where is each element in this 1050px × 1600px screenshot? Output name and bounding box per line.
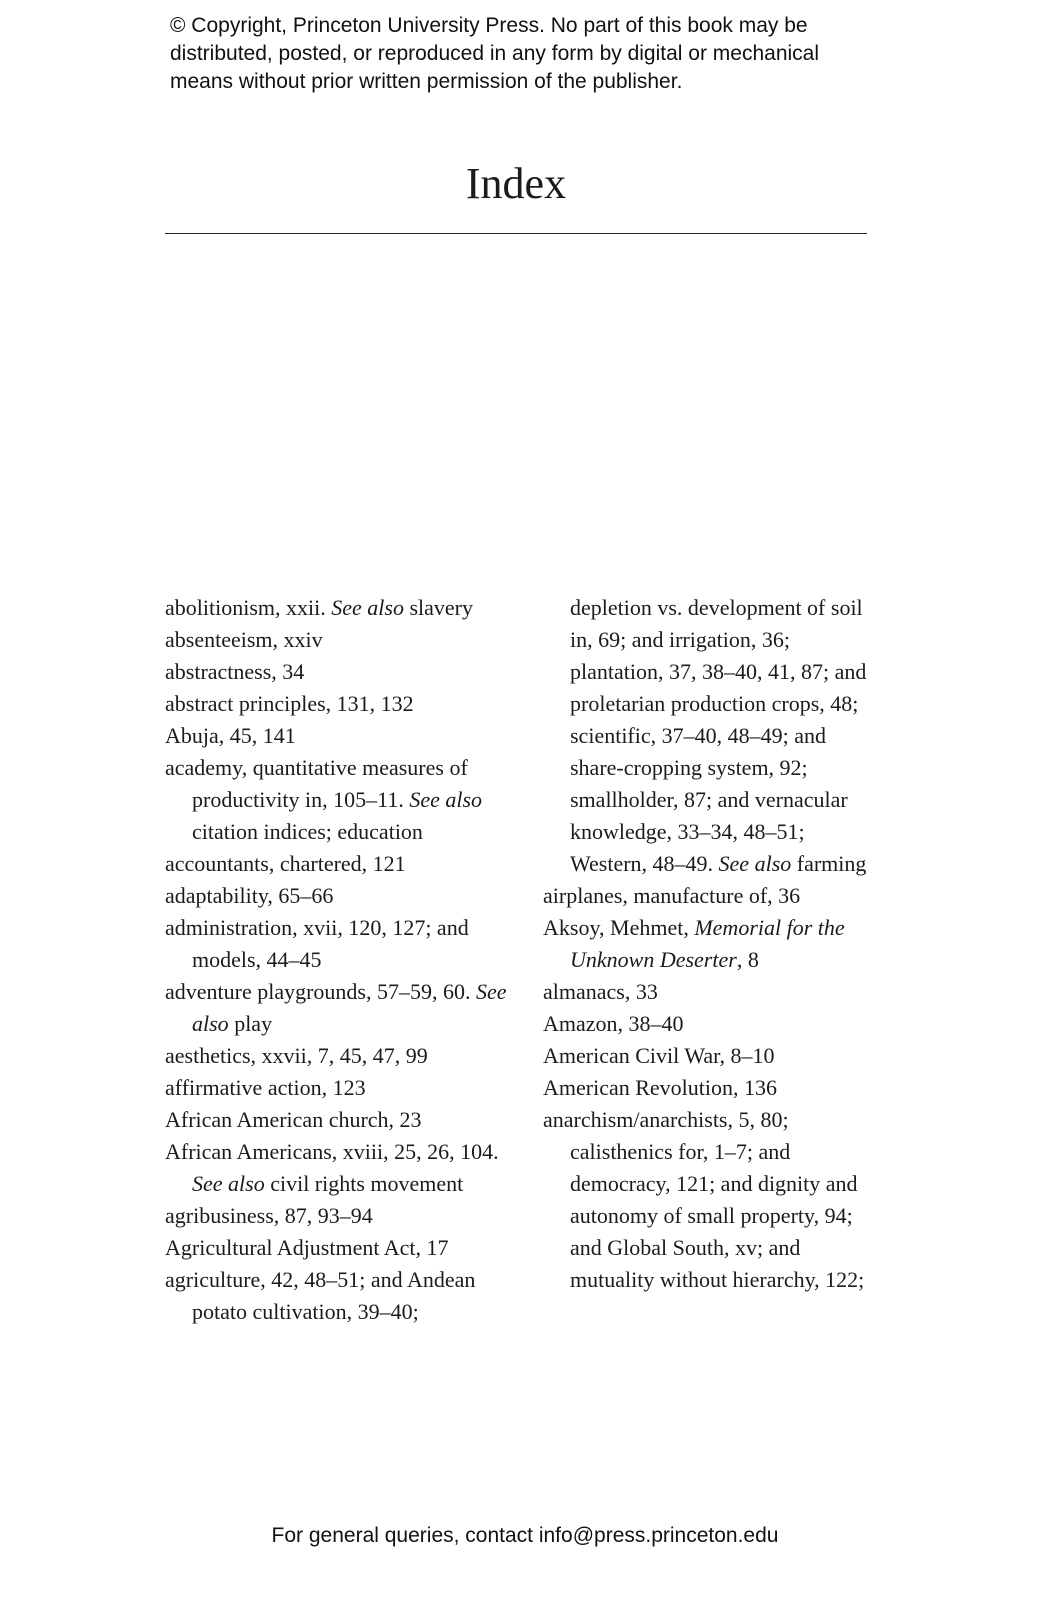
index-entry-text: almanacs, 33	[543, 979, 658, 1004]
index-entry-text: adaptability, 65–66	[165, 883, 334, 908]
index-entry-text: abolitionism, xxii.	[165, 595, 332, 620]
index-entry	[543, 976, 873, 1008]
index-entry	[165, 1136, 513, 1200]
index-entry-text: slavery	[403, 595, 473, 620]
index-entry	[165, 848, 513, 880]
index-entry	[165, 880, 513, 912]
index-entry-continuation	[543, 592, 873, 880]
index-entry	[165, 656, 513, 688]
index-entry-text: farming	[791, 851, 867, 876]
index-entry	[543, 880, 873, 912]
index-entry-text: American Civil War, 8–10	[543, 1043, 775, 1068]
index-entry-italic-text: See also	[192, 1171, 265, 1196]
page-title: Index	[465, 159, 567, 208]
index-entry-text: airplanes, manufacture of, 36	[543, 883, 801, 908]
index-entry-text: depletion vs. development of soil in, 69; and irrigation, 36; plantation, 37, 38–40, 41, 87; and proletarian production crops, 48; scientific, 37–40, 48–49; and share-cropping system, 92; smallholder, 87; and vernacular knowledge, 33–34, 48–51; Western, 48–49.	[570, 595, 867, 876]
index-columns	[165, 592, 875, 1328]
index-entry-italic-text: See also	[192, 979, 507, 1036]
index-entry-text: play	[228, 1011, 273, 1036]
index-entry-text: citation indices; education	[192, 819, 423, 844]
index-entry-text: Agricultural Adjustment Act, 17	[165, 1235, 449, 1260]
index-entry	[543, 912, 873, 976]
index-entry	[165, 976, 513, 1040]
index-entry	[165, 752, 513, 848]
index-entry-italic-text: See also	[718, 851, 792, 876]
index-entry	[165, 1200, 513, 1232]
index-entry-text: African American church, 23	[165, 1107, 422, 1132]
index-entry-text: administration, xvii, 120, 127; and models, 44–45	[165, 915, 469, 972]
index-entry-text: agriculture, 42, 48–51; and Andean potato cultivation, 39–40;	[165, 1267, 476, 1324]
index-entry	[165, 688, 513, 720]
index-entry	[165, 720, 513, 752]
index-entry-text: abstract principles, 131, 132	[165, 691, 414, 716]
footer-queries-note: For general queries, contact info@press.princeton.edu	[271, 1524, 779, 1547]
title-rule-divider	[165, 233, 867, 234]
index-entry-italic-text: Memorial for the Unknown Deserter	[570, 915, 845, 972]
index-entry-text: accountants, chartered, 121	[165, 851, 406, 876]
index-entry	[543, 1040, 873, 1072]
index-entry-italic-text: See also	[331, 595, 404, 620]
index-entry-text: absenteeism, xxiv	[165, 627, 323, 652]
index-entry	[165, 1232, 513, 1264]
index-entry	[165, 1104, 513, 1136]
index-entry-text: Amazon, 38–40	[543, 1011, 684, 1036]
index-entry-text: , 8	[736, 947, 759, 972]
index-entry	[165, 912, 513, 976]
index-entry	[165, 1040, 513, 1072]
index-entry	[543, 1072, 873, 1104]
index-entry-text: agribusiness, 87, 93–94	[165, 1203, 373, 1228]
index-entry-text: affirmative action, 123	[165, 1075, 366, 1100]
index-entry	[543, 1008, 873, 1040]
index-entry-text: anarchism/anarchists, 5, 80; calisthenics for, 1–7; and democracy, 121; and dignity and autonomy of small property, 94; and Global South, xv; and mutuality without hierarchy, 122;	[543, 1107, 865, 1292]
index-entry-text: adventure playgrounds, 57–59, 60.	[165, 979, 476, 1004]
index-entry-text: civil rights movement	[264, 1171, 464, 1196]
index-entry	[165, 1264, 513, 1328]
index-entry-text: aesthetics, xxvii, 7, 45, 47, 99	[165, 1043, 428, 1068]
index-entry-text: Abuja, 45, 141	[165, 723, 296, 748]
index-entry-italic-text: See also	[409, 787, 483, 812]
index-entry-text: American Revolution, 136	[543, 1075, 778, 1100]
index-entry	[165, 624, 513, 656]
copyright-notice: © Copyright, Princeton University Press. No part of this book may be distributed, posted, or reproduced in any form by digital or mechanical means without prior written permission of the publisher.	[170, 14, 820, 93]
index-entry-text: academy, quantitative measures of productivity in, 105–11.	[165, 755, 468, 812]
index-entry	[165, 1072, 513, 1104]
index-entry-text: abstractness, 34	[165, 659, 305, 684]
index-entry	[165, 592, 513, 624]
index-column-right	[543, 592, 873, 1328]
index-entry-text: Aksoy, Mehmet,	[543, 915, 695, 940]
index-column-left	[165, 592, 513, 1328]
index-entry	[543, 1104, 873, 1296]
index-entry-text: African Americans, xviii, 25, 26, 104.	[165, 1139, 499, 1164]
